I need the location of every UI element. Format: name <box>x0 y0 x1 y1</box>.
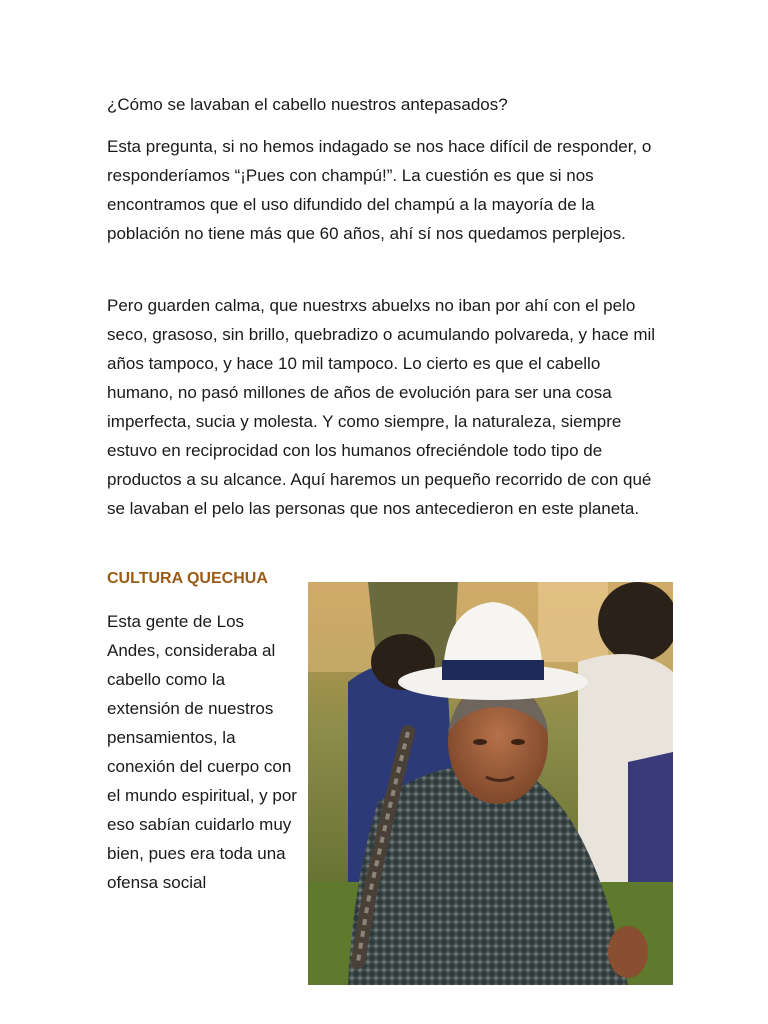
quechua-woman-photo <box>308 582 673 985</box>
article-paragraph-2: Pero guarden calma, que nuestrxs abuelxs no iban por ahí con el pelo seco, grasoso, sin brillo, quebradizo o acumulando polvareda, y hace mil años tampoco, y hace 10 mil tampoco. Lo cierto es que el cabello humano, no pasó millones de años de evolución para ser una cosa imperfecta, sucia y molesta. Y como siempre, la naturaleza, siempre estuvo en reciprocidad con los humanos ofreciéndole todo tipo de productos a su alcance. Aquí haremos un pequeño recorrido de con qué se lavaban el pelo las personas que nos antecedieron en este planeta. <box>107 296 656 518</box>
article-paragraph-1: Esta pregunta, si no hemos indagado se nos hace difícil de responder, o responderíamos “¡Pues con champú!”. La cuestión es que si nos encontramos que el uso difundido del champú a la mayoría de la población no tiene más que 60 años, ahí sí nos quedamos perplejos. <box>107 137 652 243</box>
article-question: ¿Cómo se lavaban el cabello nuestros antepasados? <box>107 95 508 114</box>
section-text: Esta gente de Los Andes, consideraba al cabello como la extensión de nuestros pensamientos, la conexión del cuerpo con el mundo espiritual, y por eso sabían cuidarlo muy bien, pues era toda una ofensa social <box>107 612 297 892</box>
section-heading: CULTURA QUECHUA <box>107 570 268 587</box>
